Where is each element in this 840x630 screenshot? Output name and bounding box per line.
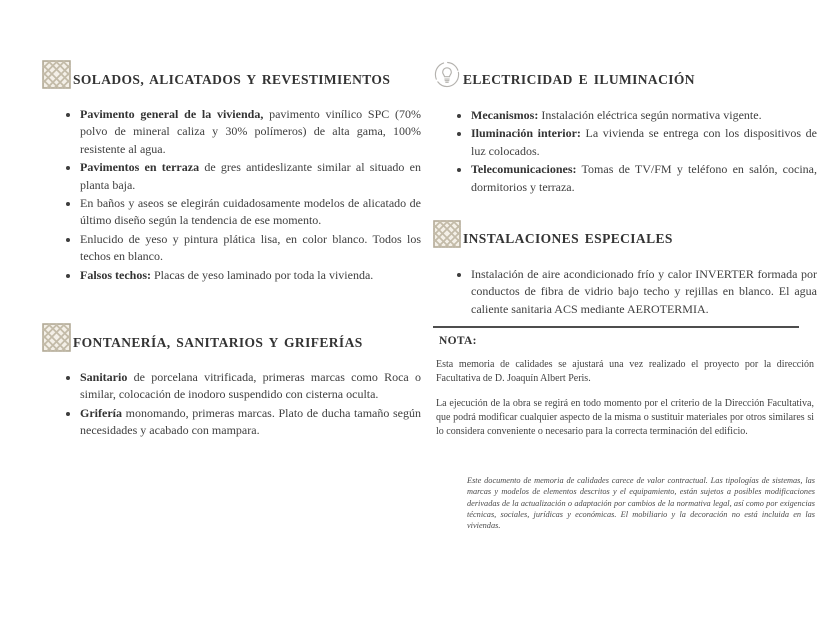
lightbulb-icon [433,60,461,89]
list-item [471,125,817,160]
list-item [471,107,817,124]
bullet-text: Instalación eléctrica según normativa vigente. [538,108,762,122]
bullet-lead: Telecomunicaciones: [471,162,577,177]
list-item [80,231,421,266]
bullet-text: Tomas de TV/FM y teléfono en salón, cocina, dormitorios y terraza. [471,162,817,194]
bullet-list [42,106,421,284]
section-title: INSTALACIONES ESPECIALES [463,231,673,247]
bullet-list [42,369,421,440]
section-title: ELECTRICIDAD E ILUMINACIÓN [463,72,695,87]
bullet-text: Instalación de aire acondicionado frío y calor INVERTER formada por conductos de fibra de vidrio bajo techo y rejillas en blanco. El agua caliente sanitaria ACS mediante AEROTERMIA. [471,267,817,316]
bullet-text: Placas de yeso laminado por toda la vivienda. [151,267,374,282]
list-item [80,195,421,230]
bullet-lead: Mecanismos: [471,108,539,122]
section-header [433,220,817,248]
list-item [80,369,421,404]
bullet-list [433,266,817,318]
section-fontaneria [42,323,421,440]
bullet-lead: Sanitario [80,370,128,385]
section-header [42,60,421,89]
list-item [471,266,817,318]
list-item [471,161,817,196]
bullet-text: monomando, primeras marcas. Plato de ducha tamaño según necesidades y acabado con mampara. [80,405,421,438]
legal-disclaimer: Este documento de memoria de calidades carece de valor contractual. Las tipologías de sistemas, las marcas y modelos de elementos descritos y el equipamiento, están sujetos a posibles modificaciones derivadas de la actualización o adaptación por cambios de la normativa legal, así como por exigencias técnicas, sociales, jurídicas y económicas. El mobiliario y la decoración no está incluida en las viviendas. [467,476,815,531]
list-item [80,267,421,284]
section-header [42,323,421,352]
bullet-text: de gres antideslizante similar al situado en planta baja. [80,160,421,192]
section-instalaciones [433,220,817,318]
bullet-lead: Pavimentos en terraza [80,160,200,175]
nota-label: NOTA: [439,335,477,348]
section-title: FONTANERÍA, SANITARIOS Y GRIFERÍAS [73,335,363,351]
list-item [80,159,421,194]
bullet-text: Enlucido de yeso y pintura plática lisa, en color blanco. Todos los techos en blanco. [80,231,421,264]
tile-pattern-icon [42,60,71,89]
bullet-lead: Pavimento general de la vivienda, [80,107,264,121]
bullet-list [433,107,817,196]
nota-paragraph: Esta memoria de calidades se ajustará una vez realizado el proyecto por la dirección Facultativa de D. Joaquín Albert Peris. [436,359,814,385]
list-item [80,106,421,158]
bullet-text: En baños y aseos se elegirán cuidadosamente modelos de alicatado de último diseño según la tendencia de ese momento. [80,196,421,228]
right-column [433,60,817,531]
nota-paragraph: La ejecución de la obra se regirá en todo momento por el criterio de la Dirección Facultativa, que podrá modificar cualquier aspecto de la misma o sustituir materiales por otros similares si lo considera conveniente o necesario para la correcta terminación del edificio. [436,398,814,438]
bullet-text: de porcelana vitrificada, primeras marcas como Roca o similar, colocación de inodoro suspendido con cisterna oculta. [80,370,421,402]
bullet-lead: Grifería [80,405,122,420]
section-title: SOLADOS, ALICATADOS Y REVESTIMIENTOS [73,72,391,87]
list-item [80,405,421,440]
nota-divider [433,326,799,328]
bullet-lead: Iluminación interior: [471,126,581,141]
section-header [433,60,817,89]
bullet-text: La vivienda se entrega con los dispositivos de luz colocados. [471,126,817,158]
section-electricidad [433,60,817,196]
tile-pattern-icon [433,220,461,248]
left-column [42,60,421,441]
bullet-lead: Falsos techos: [80,267,151,282]
bullet-text: pavimento vinílico SPC (70% polvo de mineral caliza y 30% polímeros) de alta gama, 100% resistente al agua. [80,107,421,156]
tile-pattern-icon [42,323,71,352]
section-solados [42,60,421,284]
